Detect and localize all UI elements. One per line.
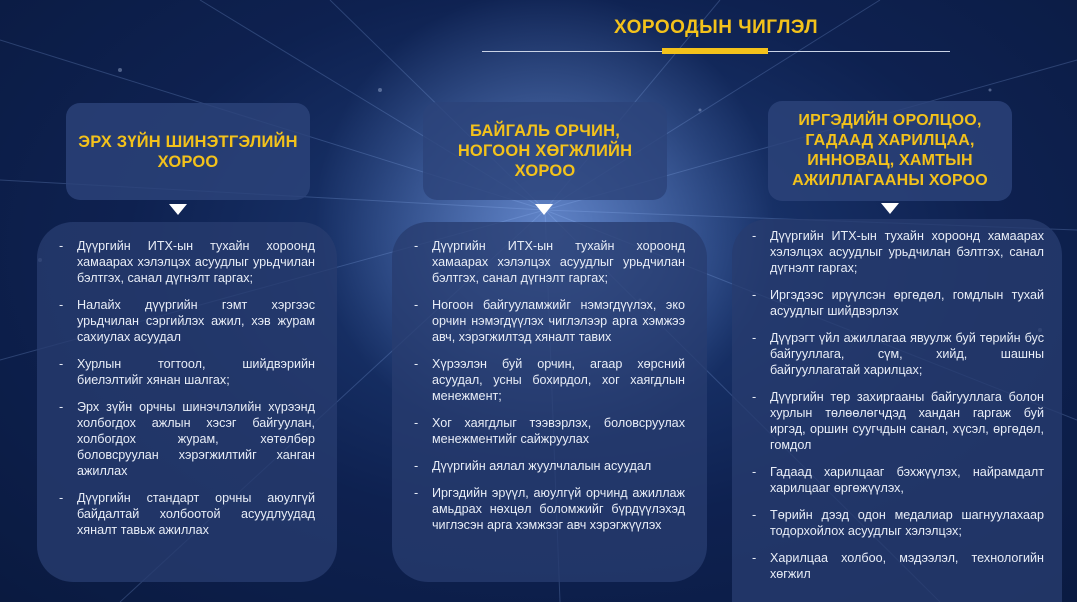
duty-item xyxy=(59,238,315,286)
committee-card-environment xyxy=(423,102,667,200)
duty-item xyxy=(414,297,685,345)
arrow-down-icon xyxy=(169,204,187,215)
duty-item xyxy=(59,356,315,388)
committee-title: ЭРХ ЗҮЙН ШИНЭТГЭЛИЙН ХОРОО xyxy=(78,132,298,171)
bullet-dash: - xyxy=(414,459,419,473)
bullet-dash: - xyxy=(59,400,64,414)
duty-item xyxy=(414,485,685,533)
bullet-dash: - xyxy=(414,486,419,500)
page-title: ХОРООДЫН ЧИГЛЭЛ xyxy=(613,17,819,38)
duty-text: Хурлын тогтоол, шийдвэрийн биелэлтийг хянан шалгах; xyxy=(77,357,315,387)
bullet-dash: - xyxy=(752,390,757,404)
bullet-dash: - xyxy=(414,357,419,371)
committee-card-legal-reform xyxy=(66,103,310,200)
bullet-dash: - xyxy=(414,298,419,312)
committee-panel-legal-reform xyxy=(37,222,337,582)
duty-item xyxy=(414,458,685,474)
arrow-down-icon xyxy=(881,203,899,214)
committee-panel-citizen-participation xyxy=(732,219,1062,602)
duty-text: Налайх дүүргийн гэмт хэргээс урьдчилан сэргийлэх ажил, хэв журам сахиулах асуудал xyxy=(77,298,315,344)
duty-item xyxy=(414,356,685,404)
duty-text: Хог хаягдлыг тээвэрлэх, боловсруулах менежментийг сайжруулах xyxy=(432,416,685,446)
duty-text: Ногоон байгууламжийг нэмэгдүүлэх, эко орчин нэмэгдүүлэх чиглэлээр арга хэмжээ авч, хэрэгжилтэд хяналт тавих xyxy=(432,298,685,344)
duty-item xyxy=(59,399,315,479)
bullet-dash: - xyxy=(752,331,757,345)
committee-title: БАЙГАЛЬ ОРЧИН, НОГООН ХӨГЖЛИЙН ХОРОО xyxy=(457,122,633,180)
bullet-dash: - xyxy=(752,288,757,302)
duty-item xyxy=(752,389,1044,453)
bullet-dash: - xyxy=(752,551,757,565)
duty-item xyxy=(59,490,315,538)
duty-text: Гадаад харилцааг бэхжүүлэх, найрамдалт харилцааг өргөжүүлэх, xyxy=(770,465,1044,495)
duty-list xyxy=(752,228,1044,582)
bullet-dash: - xyxy=(414,416,419,430)
duty-text: Дүүргийн стандарт орчны аюулгүй байдалтай холбоотой асуудлуудад хяналт тавьж ажиллах xyxy=(77,491,315,537)
committee-panel-environment xyxy=(392,222,707,582)
duty-item xyxy=(752,330,1044,378)
duty-text: Харилцаа холбоо, мэдээлэл, технологийн хөгжил xyxy=(770,551,1044,581)
duty-text: Дүүргийн аялал жуулчлалын асуудал xyxy=(432,459,652,473)
bullet-dash: - xyxy=(59,298,64,312)
duty-list xyxy=(414,238,685,533)
duty-item xyxy=(414,238,685,286)
duty-text: Дүүргийн ИТХ-ын тухайн хороонд хамаарах хэлэлцэх асуудлыг урьдчилан бэлтгэх, санал дүгнэлт гаргах; xyxy=(77,239,315,285)
duty-text: Иргэдээс ирүүлсэн өргөдөл, гомдлын тухай асуудлыг шийдвэрлэх xyxy=(770,288,1044,318)
bullet-dash: - xyxy=(752,229,757,243)
committee-card-citizen-participation xyxy=(768,101,1012,201)
bullet-dash: - xyxy=(59,357,64,371)
duty-list xyxy=(59,238,315,538)
duty-text: Хүрээлэн буй орчин, агаар хөрсний асуудал, усны бохирдол, хог хаягдлын менежмент; xyxy=(432,357,685,403)
committee-title: ИРГЭДИЙН ОРОЛЦОО, ГАДААД ХАРИЛЦАА, ИННОВАЦ, ХАМТЫН АЖИЛЛАГААНЫ ХОРОО xyxy=(792,112,988,189)
title-accent-bar xyxy=(662,48,768,54)
bullet-dash: - xyxy=(752,465,757,479)
duty-item xyxy=(59,297,315,345)
duty-item xyxy=(414,415,685,447)
bullet-dash: - xyxy=(59,239,64,253)
duty-text: Эрх зүйн орчны шинэчлэлийн хүрээнд холбогдох ажлын хэсэг байгуулан, холбогдох журам, хөтөлбөр боловсруулан хэрэгжилтийг ханган ажиллах xyxy=(77,400,315,478)
arrow-down-icon xyxy=(535,204,553,215)
duty-text: Төрийн дээд одон медалиар шагнуулахаар тодорхойлох асуудлыг хэлэлцэх; xyxy=(770,508,1044,538)
duty-text: Дүүргийн ИТХ-ын тухайн хороонд хамаарах хэлэлцэх асуудлыг урьдчилан бэлтгэх, санал дүгнэлт гаргах; xyxy=(432,239,685,285)
duty-text: Дүүрэгт үйл ажиллагаа явуулж буй төрийн бус байгууллага, сүм, хийд, шашны байгууллагатай харилцах; xyxy=(770,331,1044,377)
bullet-dash: - xyxy=(414,239,419,253)
duty-item xyxy=(752,287,1044,319)
duty-item xyxy=(752,507,1044,539)
duty-text: Дүүргийн ИТХ-ын тухайн хороонд хамаарах хэлэлцэх асуудлыг урьдчилан бэлтгэх, санал дүгнэлт гаргах; xyxy=(770,229,1044,275)
bullet-dash: - xyxy=(752,508,757,522)
duty-text: Иргэдийн эрүүл, аюулгүй орчинд ажиллаж амьдрах нөхцөл боломжийг бүрдүүлэхэд чиглэсэн арга хэмжээг авч хэрэгжүүлэх xyxy=(432,486,685,532)
duty-item xyxy=(752,464,1044,496)
duty-item xyxy=(752,550,1044,582)
duty-text: Дүүргийн төр захиргааны байгууллага болон хурлын төлөөлөгчдэд хандан гаргаж буй иргэд, оршин суугчдын санал, хүсэл, өргөдөл, гомдол xyxy=(770,390,1044,452)
duty-item xyxy=(752,228,1044,276)
bullet-dash: - xyxy=(59,491,64,505)
